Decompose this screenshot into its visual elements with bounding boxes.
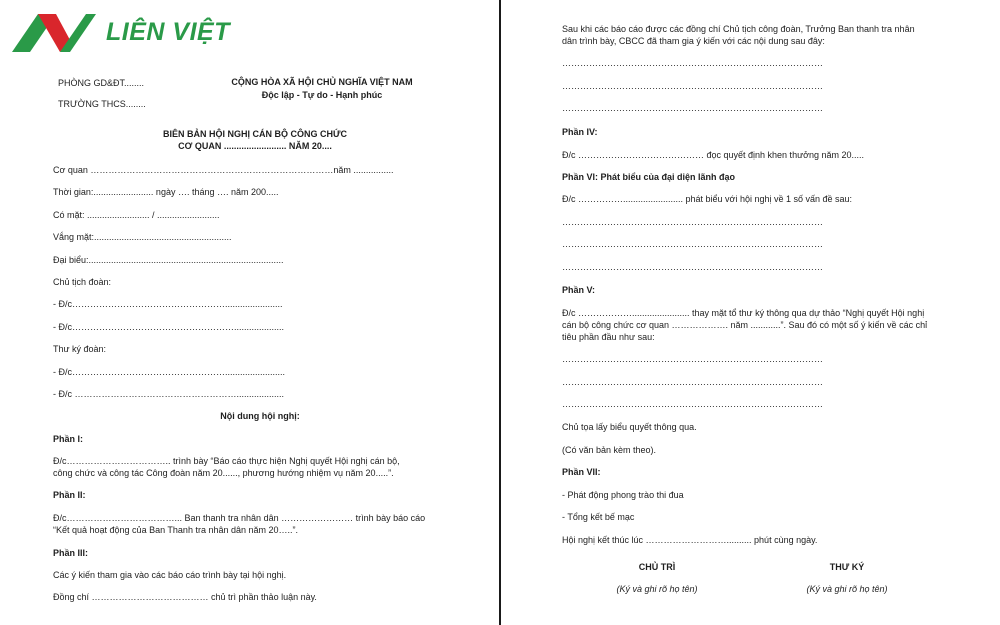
header-phong-gd: PHÒNG GD&ĐT........ bbox=[58, 78, 145, 88]
document-title: BIÊN BẢN HỘI NGHỊ CÁN BỘ CÔNG CHỨC bbox=[163, 129, 347, 139]
lien-viet-logo bbox=[8, 7, 230, 57]
intro-line-1: Sau khi các báo cáo được các đồng chí Chủ tịch công đoàn, Trưởng Ban thanh tra nhân bbox=[562, 24, 915, 34]
dai-bieu-line: Đại biểu:.............................................................................. bbox=[53, 255, 284, 265]
header-truong: TRƯỜNG THCS........ bbox=[58, 99, 146, 109]
thu-ky-doan-dc2: - Đ/c ………………………………………………................... bbox=[53, 389, 285, 399]
dotted-line: …………………………………………………………………………… bbox=[562, 217, 823, 227]
page-divider bbox=[499, 0, 501, 625]
phan-4-heading: Phần IV: bbox=[562, 127, 598, 137]
phan-5-line-3: tiêu phần đầu như sau: bbox=[562, 332, 655, 342]
dotted-line: …………………………………………………………………………… bbox=[562, 262, 823, 272]
thu-ky-signature-title: THƯ KÝ bbox=[829, 562, 865, 572]
dotted-line: …………………………………………………………………………… bbox=[562, 58, 823, 68]
co-mat-line: Có mặt: ......................... / ......................... bbox=[53, 210, 220, 220]
chu-tich-doan-label: Chủ tịch đoàn: bbox=[53, 277, 112, 287]
phan-3-line-1: Các ý kiến tham gia vào các báo cáo trình bày tại hội nghị. bbox=[53, 570, 287, 580]
lien-viet-logo-icon bbox=[8, 8, 98, 56]
phan-3-heading: Phần III: bbox=[53, 548, 89, 558]
document-page-right bbox=[502, 0, 1000, 625]
phan-1-line-1: Đ/c…………………………….. trình bày “Báo cáo thực hiện Nghị quyết Hội nghị cán bộ, bbox=[53, 456, 400, 466]
thoi-gian-line: Thời gian:........................ ngày …. tháng …. năm 200..... bbox=[53, 187, 279, 197]
chu-tri-signature-note: (Ký và ghi rõ họ tên) bbox=[616, 584, 698, 594]
phan-1-heading: Phần I: bbox=[53, 434, 84, 444]
dotted-line: …………………………………………………………………………… bbox=[562, 377, 823, 387]
header-motto: Độc lập - Tự do - Hạnh phúc bbox=[261, 90, 383, 100]
phan-2-heading: Phần II: bbox=[53, 490, 86, 500]
dotted-line: …………………………………………………………………………… bbox=[562, 81, 823, 91]
thu-ky-signature-note: (Ký và ghi rõ họ tên) bbox=[806, 584, 888, 594]
phan-7-item-2: - Tổng kết bế mạc bbox=[562, 512, 635, 522]
phan-2-line-1: Đ/c………………………………... Ban thanh tra nhân dân …………………… trình bày báo cáo bbox=[53, 513, 426, 523]
phan-4-line-1: Đ/c …………………………………… đọc quyết định khen thưởng năm 20..... bbox=[562, 150, 865, 160]
phan-1-line-2: công chức và công tác Công đoàn năm 20......, phương hướng nhiệm vụ năm 20.....”. bbox=[53, 468, 394, 478]
thu-ky-doan-label: Thư ký đoàn: bbox=[53, 344, 107, 354]
phan-5-heading: Phần V: bbox=[562, 285, 596, 295]
phan-7-item-1: - Phát động phong trào thi đua bbox=[562, 490, 684, 500]
vang-mat-line: Vắng mặt:....................................................... bbox=[53, 232, 232, 242]
noi-dung-heading: Nội dung hội nghị: bbox=[220, 411, 300, 421]
phan-5-line-2: cán bộ công chức cơ quan ………………. năm ............”. Sau đó có một số ý kiến về các chỉ bbox=[562, 320, 928, 330]
header-national-title: CỘNG HÒA XÃ HỘI CHỦ NGHĨA VIỆT NAM bbox=[231, 77, 413, 87]
thu-ky-doan-dc1: - Đ/c……………………………………………........................ bbox=[53, 367, 286, 377]
logo-brand-text: LIÊN VIỆT bbox=[106, 17, 230, 46]
co-van-ban-line: (Có văn bản kèm theo). bbox=[562, 445, 657, 455]
chu-toa-line: Chủ tọa lấy biểu quyết thông qua. bbox=[562, 422, 697, 432]
document-page-left bbox=[0, 0, 499, 625]
phan-5-line-1: Đ/c ………………....................... thay mặt tổ thư ký thông qua dự thảo “Nghị quyết Hội nghị bbox=[562, 308, 925, 318]
chu-tich-doan-dc1: - Đ/c……………………………………………....................... bbox=[53, 299, 283, 309]
dotted-line: …………………………………………………………………………… bbox=[562, 399, 823, 409]
phan-6-line-1: Đ/c ……………........................ phát biểu với hội nghị về 1 số vấn đề sau: bbox=[562, 194, 853, 204]
dotted-line: …………………………………………………………………………… bbox=[562, 239, 823, 249]
phan-3-line-2: Đồng chí ………………………………… chủ trì phần thảo luận này. bbox=[53, 592, 317, 602]
co-quan-line: Cơ quan ………………………………………………………………………năm ................ bbox=[53, 165, 394, 175]
chu-tich-doan-dc2: - Đ/c……………………………………………….................... bbox=[53, 322, 285, 332]
dotted-line: …………………………………………………………………………… bbox=[562, 354, 823, 364]
ket-thuc-line: Hội nghị kết thúc lúc ……………………….......... phút cùng ngày. bbox=[562, 535, 818, 545]
phan-7-heading: Phần VII: bbox=[562, 467, 601, 477]
chu-tri-signature-title: CHỦ TRÌ bbox=[638, 562, 676, 572]
document-subtitle: CƠ QUAN ......................... NĂM 20.... bbox=[178, 141, 332, 151]
intro-line-2: dân trình bày, CBCC đã tham gia ý kiến với các nội dung sau đây: bbox=[562, 36, 825, 46]
dotted-line: …………………………………………………………………………… bbox=[562, 103, 823, 113]
phan-6-heading: Phần VI: Phát biểu của đại diện lãnh đạo bbox=[562, 172, 736, 182]
phan-2-line-2: “Kết quả hoạt động của Ban Thanh tra nhân dân năm 20…..”. bbox=[53, 525, 299, 535]
